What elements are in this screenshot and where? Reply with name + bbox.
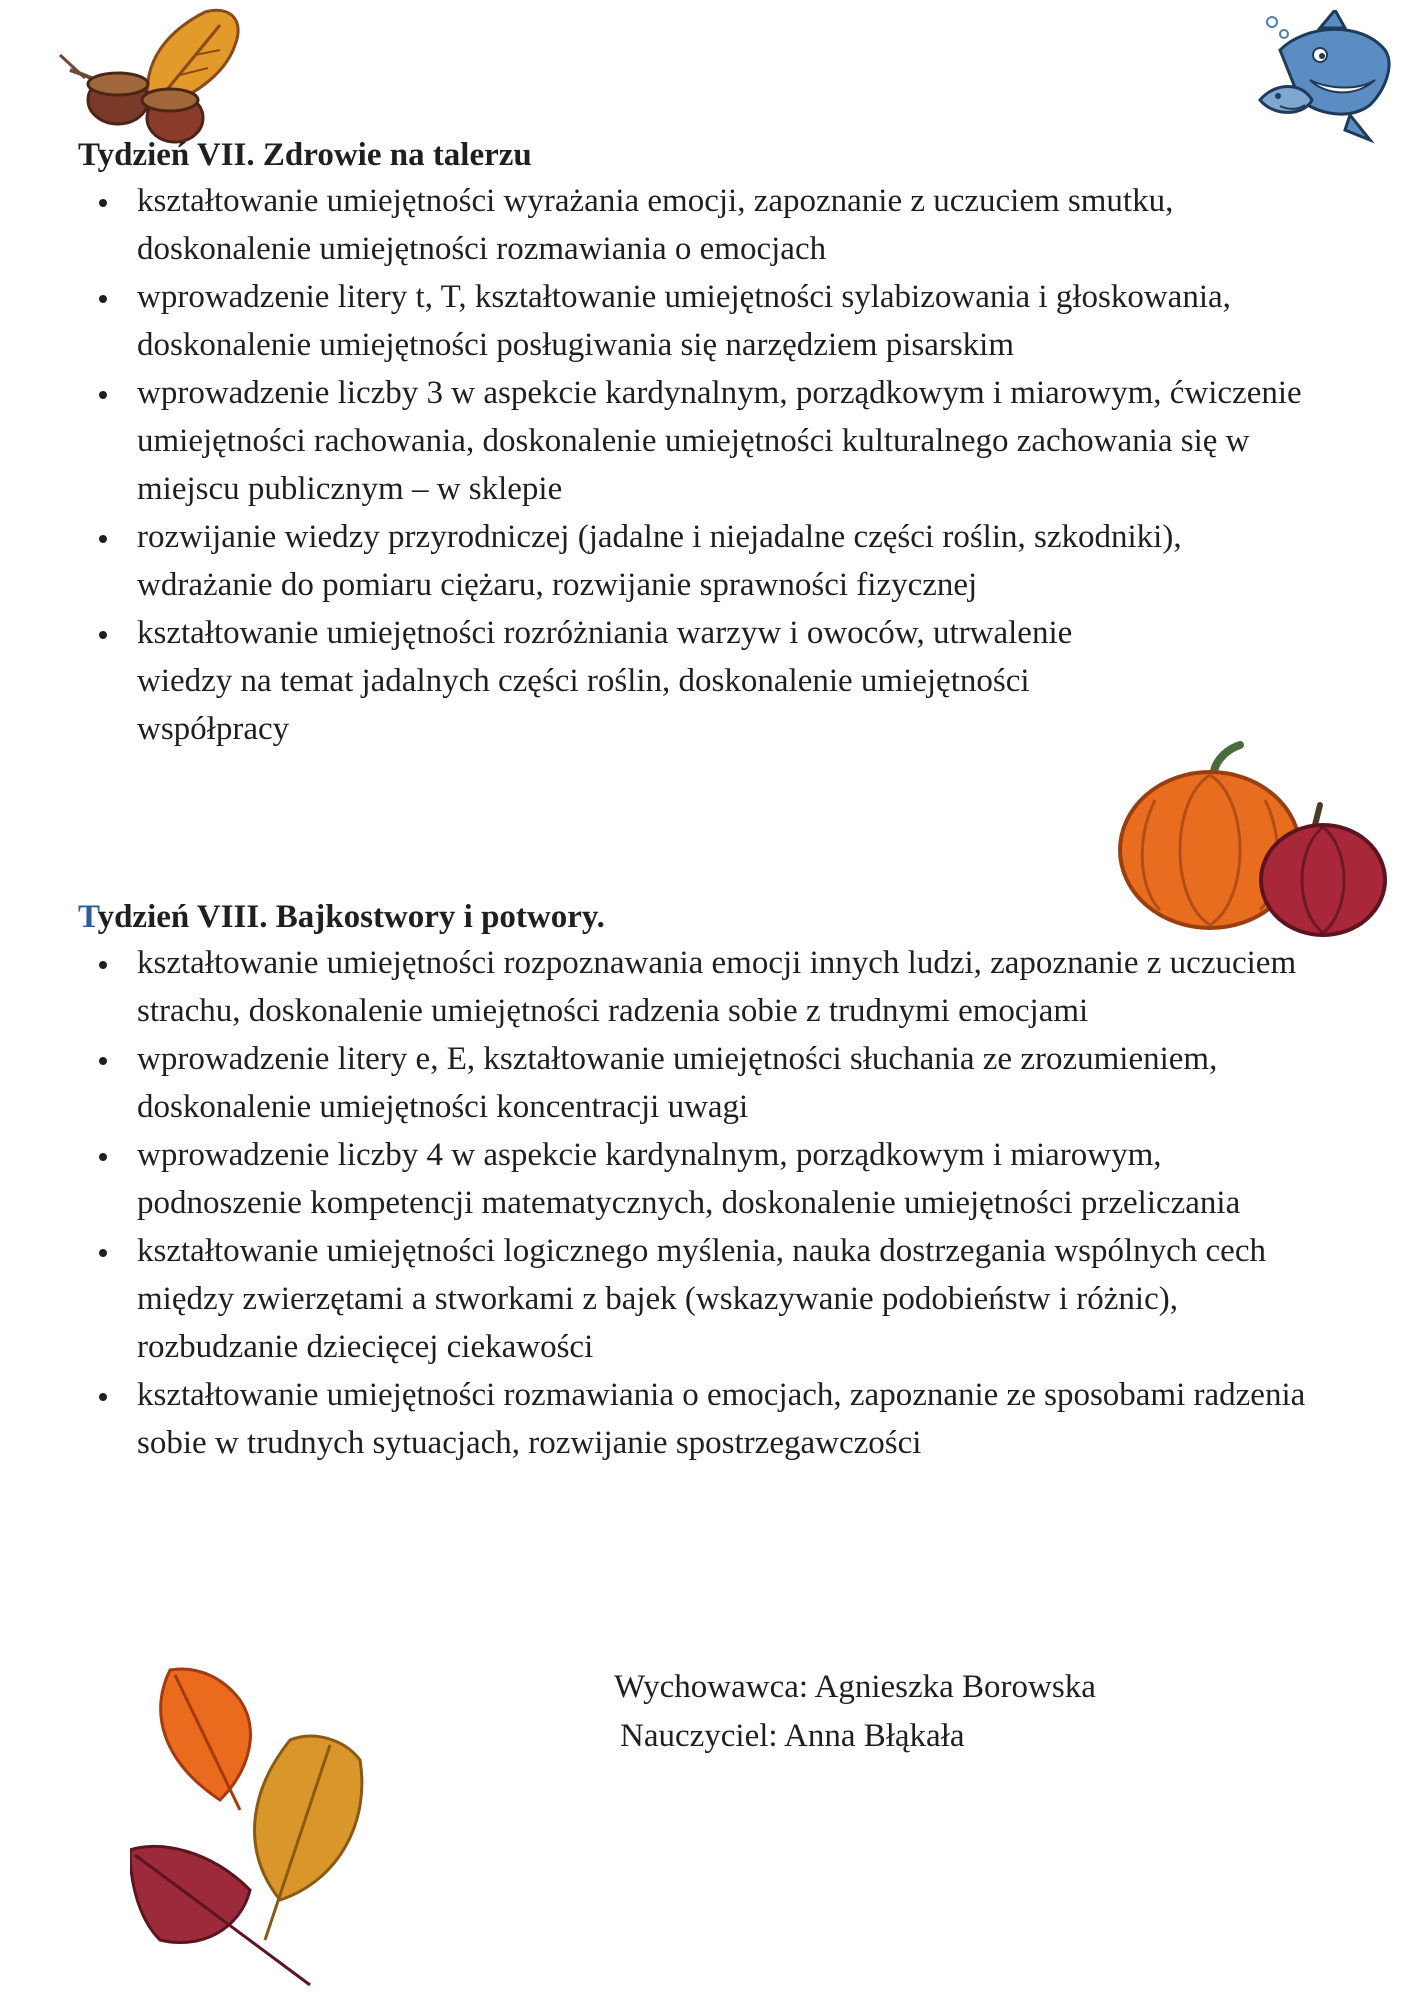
list-item: wprowadzenie liczby 3 w aspekcie kardynalnym, porządkowym i miarowym, ćwiczenie umiejętności rachowania, doskonalenie umiejętności kulturalnego zachowania się w miejscu publicznym – w sklepie: [78, 369, 1318, 513]
list-item: rozwijanie wiedzy przyrodniczej (jadalne i niejadalne części roślin, szkodniki), wdrażanie do pomiaru ciężaru, rozwijanie sprawności fizycznej: [78, 513, 1318, 609]
week-8-heading-initial: T: [78, 899, 98, 935]
week-7-heading-initial: T: [78, 137, 98, 173]
signature-block: [614, 1663, 1096, 1761]
list-item: wprowadzenie liczby 4 w aspekcie kardynalnym, porządkowym i miarowym, podnoszenie kompetencji matematycznych, doskonalenie umiejętności przeliczania: [78, 1131, 1318, 1227]
week-8-heading-text: ydzień VIII. Bajkostwory i potwory.: [97, 899, 605, 935]
week-8-goals-list: [78, 939, 1318, 1467]
educator-name: Wychowawca: Agnieszka Borowska: [614, 1669, 1096, 1705]
oak-leaf-acorns-icon: [30, 0, 260, 150]
list-item: kształtowanie umiejętności rozpoznawania emocji innych ludzi, zapoznanie z uczuciem strachu, doskonalenie umiejętności radzenia sobie z trudnymi emocjami: [78, 939, 1318, 1035]
autumn-leaves-icon: [130, 1650, 430, 1990]
list-item: kształtowanie umiejętności wyrażania emocji, zapoznanie z uczuciem smutku, doskonalenie umiejętności rozmawiania o emocjach: [78, 177, 1318, 273]
week-7-section: [78, 133, 1318, 753]
list-item: wprowadzenie litery e, E, kształtowanie umiejętności słuchania ze zrozumieniem, doskonalenie umiejętności koncentracji uwagi: [78, 1035, 1318, 1131]
teacher-name: Nauczyciel: Anna Błąkała: [620, 1718, 965, 1754]
week-8-heading: [78, 895, 1318, 939]
week-8-section: [78, 895, 1318, 1467]
list-item: wprowadzenie litery t, T, kształtowanie umiejętności sylabizowania i głoskowania, doskonalenie umiejętności posługiwania się narzędziem pisarskim: [78, 273, 1318, 369]
week-7-heading: [78, 133, 1318, 177]
list-item: kształtowanie umiejętności rozmawiania o emocjach, zapoznanie ze sposobami radzenia sobie w trudnych sytuacjach, rozwijanie spostrzegawczości: [78, 1371, 1318, 1467]
week-7-heading-text: ydzień VII. Zdrowie na talerzu: [97, 137, 532, 173]
sharks-icon: [1250, 10, 1400, 150]
list-item: kształtowanie umiejętności logicznego myślenia, nauka dostrzegania wspólnych cech między zwierzętami a stworkami z bajek (wskazywanie podobieństw i różnic), rozbudzanie dziecięcej ciekawości: [78, 1227, 1318, 1371]
week-7-goals-list: [78, 177, 1318, 753]
list-item: kształtowanie umiejętności rozróżniania warzyw i owoców, utrwalenie wiedzy na temat jadalnych części roślin, doskonalenie umiejętności współpracy: [78, 609, 1318, 753]
